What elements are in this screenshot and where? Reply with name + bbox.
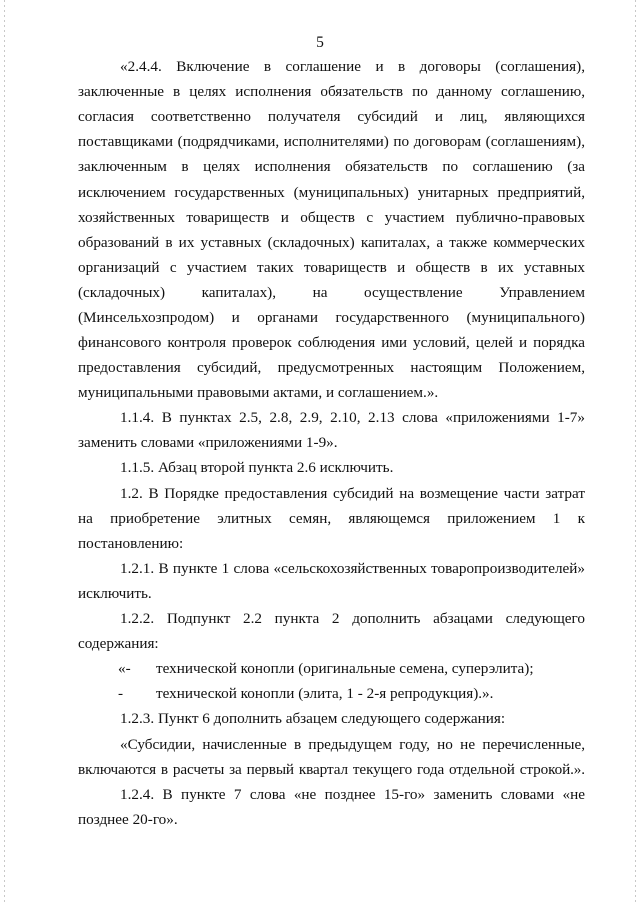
text-line: 1.2.4. В пункте 7 слова «не позднее 15-го» заменить словами «не bbox=[120, 786, 585, 803]
text-line: финансового контроля проверок соблюдения ими условий, целей и порядка bbox=[78, 334, 585, 351]
list-item: технической конопли (оригинальные семена, суперэлита); bbox=[156, 660, 534, 677]
text-line: образований в их уставных (складочных) капиталах, а также коммерческих bbox=[78, 234, 585, 251]
text-line: 1.2. В Порядке предоставления субсидий на возмещение части затрат bbox=[120, 485, 585, 502]
text-line: хозяйственных товариществ и обществ с участием публично-правовых bbox=[78, 209, 585, 226]
text-line: 1.2.2. Подпункт 2.2 пункта 2 дополнить абзацами следующего bbox=[120, 610, 585, 627]
text-line: содержания: bbox=[78, 635, 159, 652]
text-line: организаций с участием таких товариществ и обществ в их уставных bbox=[78, 259, 585, 276]
text-line: постановлению: bbox=[78, 535, 184, 552]
text-line: «Субсидии, начисленные в предыдущем году, но не перечисленные, bbox=[120, 736, 585, 753]
scan-edge-left bbox=[4, 0, 5, 905]
text-line: муниципальными правовыми актами, и соглашением.». bbox=[78, 384, 439, 401]
text-line: на приобретение элитных семян, являющемся приложением 1 к bbox=[78, 510, 585, 527]
text-line: заключенные в целях исполнения обязательств по данному соглашению, bbox=[78, 83, 585, 100]
page-number: 5 bbox=[316, 34, 324, 51]
text-line: заключенным в целях исполнения обязательств по соглашению (за bbox=[78, 158, 585, 175]
text-line: поставщиками (подрядчиками, исполнителями) по договорам (соглашениям), bbox=[78, 133, 585, 150]
text-line: предоставления субсидий, предусмотренных настоящим Положением, bbox=[78, 359, 585, 376]
text-line: исключением государственных (муниципальных) унитарных предприятий, bbox=[78, 184, 585, 201]
text-line: «2.4.4. Включение в соглашение и в договоры (соглашения), bbox=[120, 58, 585, 75]
text-line: (Минсельхозпродом) и органами государственного (муниципального) bbox=[78, 309, 585, 326]
text-line: согласия соответственно получателя субсидий и лиц, являющихся bbox=[78, 108, 585, 125]
list-marker: - bbox=[118, 685, 124, 702]
text-line: включаются в расчеты за первый квартал текущего года отдельной строкой.». bbox=[78, 761, 585, 778]
text-line: 1.1.5. Абзац второй пункта 2.6 исключить. bbox=[120, 459, 394, 476]
text-line: заменить словами «приложениями 1-9». bbox=[78, 434, 338, 451]
text-line: 1.1.4. В пунктах 2.5, 2.8, 2.9, 2.10, 2.13 слова «приложениями 1-7» bbox=[120, 409, 585, 426]
text-line: позднее 20-го». bbox=[78, 811, 178, 828]
list-item: технической конопли (элита, 1 - 2-я репродукция).». bbox=[156, 685, 494, 702]
text-line: 1.2.1. В пункте 1 слова «сельскохозяйственных товаропроизводителей» bbox=[120, 560, 585, 577]
text-line: исключить. bbox=[78, 585, 152, 602]
scan-edge-right bbox=[635, 0, 636, 905]
text-line: 1.2.3. Пункт 6 дополнить абзацем следующего содержания: bbox=[120, 710, 506, 727]
text-line: (складочных) капиталах), на осуществление Управлением bbox=[78, 284, 585, 301]
list-marker: «- bbox=[118, 660, 131, 677]
